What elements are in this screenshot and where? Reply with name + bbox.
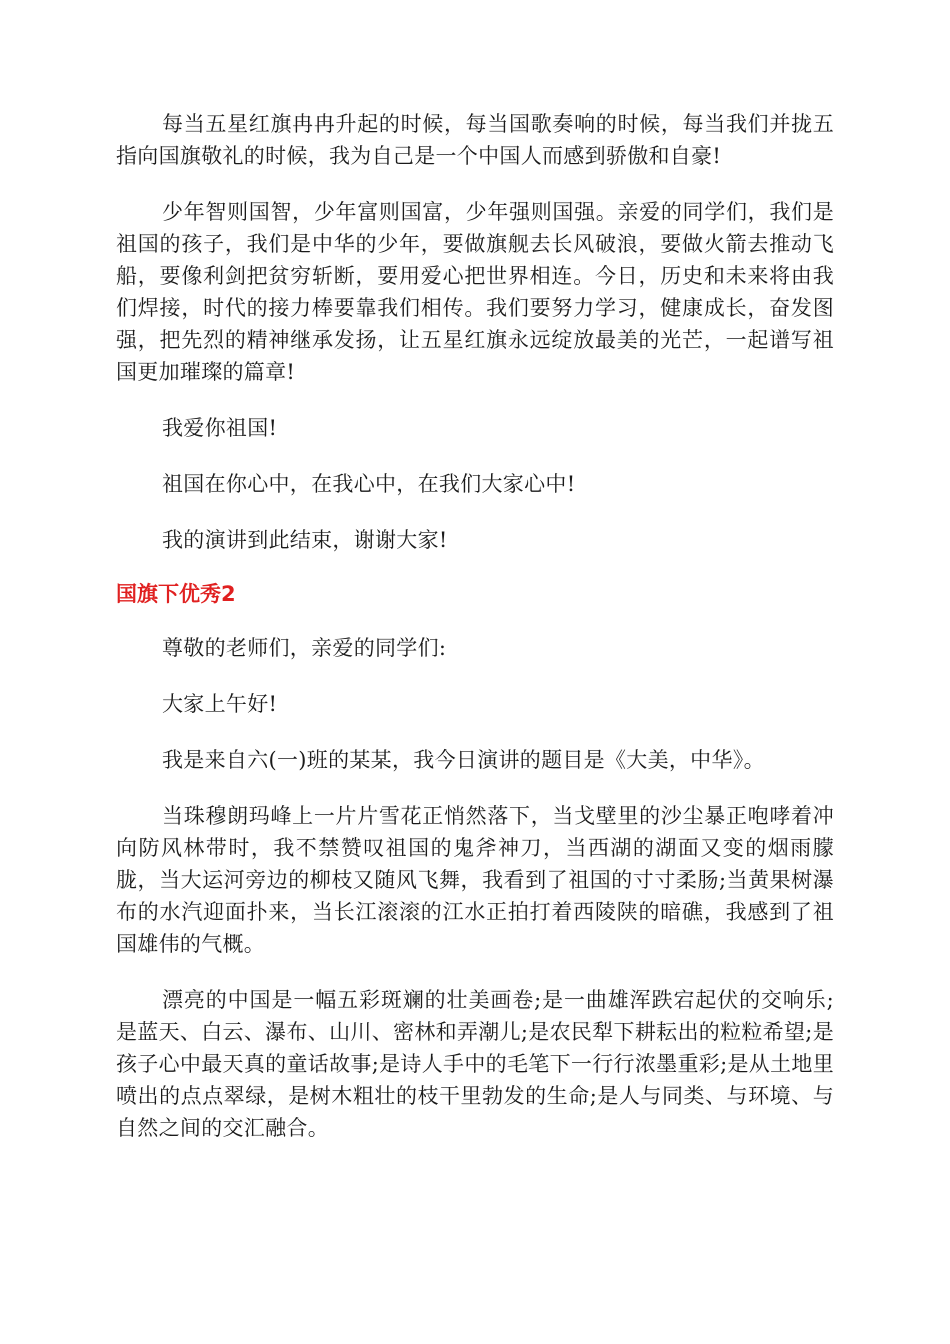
paragraph-flag-raising: 每当五星红旗冉冉升起的时候，每当国歌奏响的时候，每当我们并拢五指向国旗敬礼的时候，我为自己是一个中国人而感到骄傲和自豪! (116, 112, 834, 168)
section-heading: 国旗下优秀2 (116, 582, 236, 606)
document-page (116, 108, 834, 1144)
paragraph-love-motherland: 我爱你祖国! (162, 416, 278, 440)
paragraph-youth: 少年智则国智，少年富则国富，少年强则国强。亲爱的同学们，我们是祖国的孩子，我们是中华的少年，要做旗舰去长风破浪，要做火箭去推动飞船，要像利剑把贫穷斩断，要用爱心把世界相连。今日，历史和未来将由我们焊接，时代的接力棒要靠我们相传。我们要努力学习，健康成长，奋发图强，把先烈的精神继承发扬，让五星红旗永远绽放最美的光芒，一起谱写祖国更加璀璨的篇章! (116, 200, 834, 384)
paragraph-closing: 我的演讲到此结束，谢谢大家! (162, 528, 448, 552)
paragraph-speech-title: 我是来自六(一)班的某某，我今日演讲的题目是《大美，中华》。 (162, 748, 765, 772)
paragraph-beautiful-china: 漂亮的中国是一幅五彩斑斓的壮美画卷;是一曲雄浑跌宕起伏的交响乐;是蓝天、白云、瀑布、山川、密林和弄潮儿;是农民犁下耕耘出的粒粒希望;是孩子心中最天真的童话故事;是诗人手中的毛笔下一行行浓墨重彩;是从土地里喷出的点点翠绿，是树木粗壮的枝干里勃发的生命;是人与同类、与环境、与自然之间的交汇融合。 (116, 988, 834, 1140)
paragraph-scenery: 当珠穆朗玛峰上一片片雪花正悄然落下，当戈壁里的沙尘暴正咆哮着冲向防风林带时，我不禁赞叹祖国的鬼斧神刀，当西湖的湖面又变的烟雨朦胧，当大运河旁边的柳枝又随风飞舞，我看到了祖国的寸寸柔肠;当黄果树瀑布的水汽迎面扑来，当长江滚滚的江水正拍打着西陵陕的暗礁，我感到了祖国雄伟的气概。 (116, 804, 834, 956)
paragraph-greeting: 尊敬的老师们，亲爱的同学们: (162, 636, 447, 660)
paragraph-motherland-in-heart: 祖国在你心中，在我心中，在我们大家心中! (162, 472, 576, 496)
paragraph-good-morning: 大家上午好! (162, 692, 278, 716)
